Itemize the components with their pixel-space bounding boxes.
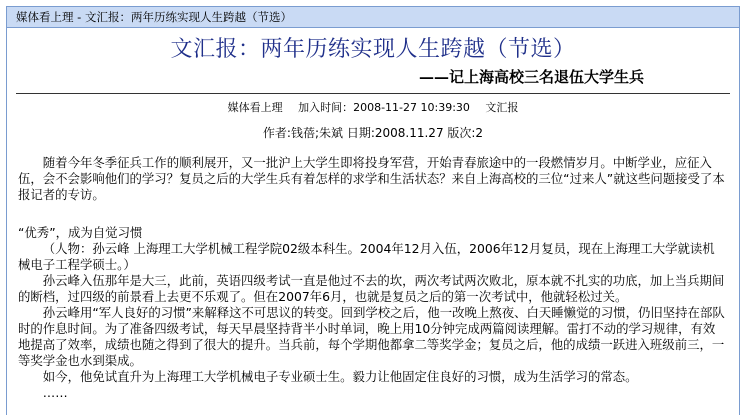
breadcrumb-separator: - (73, 10, 85, 24)
body-paragraph-2: 孙云峰用“军人良好的习惯”来解释这不可思议的转变。回到学校之后，他一改晚上熬夜、白天睡懒觉的习惯，仍旧坚持在部队时的作息时间。为了准备四级考试，每天早晨坚持背半小时单词，晚上用10分钟完成两篇阅读理解。雷打不动的学习规律，有效地提高了效率，成绩也随之得到了很大的提升。当兵前，每个学期他都拿二等奖学金；复员之后，他的成绩一跃进入班级前三，一等奖学金也水到渠成。 (18, 305, 725, 368)
paragraph-gap (18, 203, 727, 225)
meta-column: 媒体看上理 (227, 101, 283, 114)
page-subtitle: ——记上海高校三名退伍大学生兵 (418, 68, 644, 86)
page-title: 文汇报：两年历练实现人生跨越（节选） (170, 37, 576, 62)
intro-paragraph: 随着今年冬季征兵工作的顺利展开，又一批沪上大学生即将投身军营，开始青春旅途中的一段燃情岁月。中断学业，应征入伍，会不会影响他们的学习？复员之后的大学生兵有着怎样的求学和生活状态？来自上海高校的三位“过来人”就这些问题接受了本报记者的专访。 (18, 155, 725, 202)
body-paragraph-3: 如今，他免试直升为上海理工大学机械电子专业硕士生。毅力让他固定住良好的习惯，成为生活学习的常态。 (42, 369, 638, 384)
byline: 作者:钱蓓;朱斌 日期:2008.11.27 版次:2 (262, 126, 484, 140)
body-paragraph-1: 孙云峰入伍那年是大三，此前，英语四级考试一直是他过不去的坎，两次考试两次败北，原本就不扎实的功底，加上当兵期间的断档，过四级的前景看上去更不乐观了。但在2007年6月，也就是复员之后的第一次考试中，他就轻松过关。 (18, 273, 725, 304)
breadcrumb-section-link[interactable]: 媒体看上理 (16, 10, 74, 24)
article-meta (7, 100, 739, 116)
title-divider (16, 93, 730, 94)
breadcrumb (7, 7, 739, 28)
ellipsis: …… (42, 385, 68, 400)
article-frame (6, 6, 740, 415)
section-heading: “优秀”，成为自觉习惯 (18, 225, 143, 240)
breadcrumb-current: 文汇报：两年历练实现人生跨越（节选） (84, 10, 292, 24)
meta-time: 加入时间：2008-11-27 10:39:30 (298, 101, 470, 114)
article-body (7, 155, 739, 401)
person-note: （人物：孙云峰 上海理工大学机械工程学院02级本科生。2004年12月入伍，2006年12月复员，现在上海理工大学就读机械电子工程学硕士。） (18, 241, 715, 272)
meta-source: 文汇报 (485, 101, 519, 114)
